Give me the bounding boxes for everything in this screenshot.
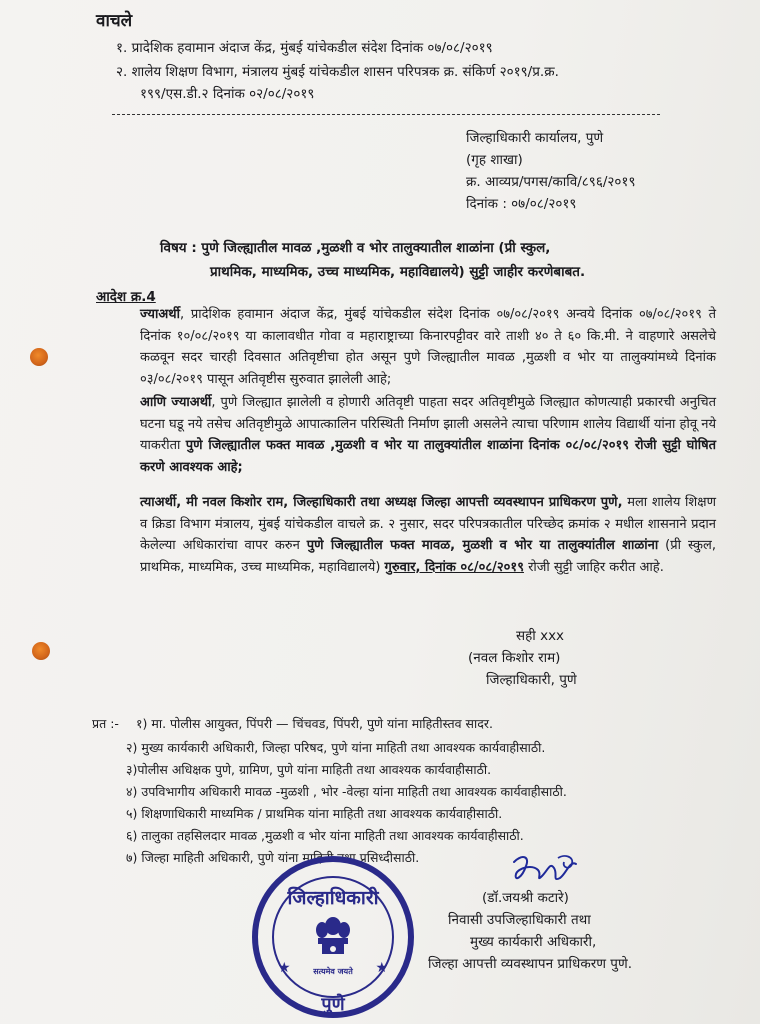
para3-bold-date: गुरुवार, दिनांक ०८/०८/२०१९ (384, 559, 524, 575)
para3-bold-1: पुणे जिल्ह्यातील फक्त मावळ, मुळशी व भोर या तालुक्यांतील शाळांना (306, 538, 659, 553)
office-name: जिल्हाधिकारी कार्यालय, पुणे (466, 130, 604, 146)
handwritten-signature (508, 852, 582, 892)
para3-text-2: (प्री स्कुल, प्राथमिक, माध्यमिक, उच्च माध्यमिक, महाविद्यालये) (140, 538, 716, 575)
seal-star-right-icon: ★ (375, 960, 388, 976)
officer-designation-3: जिल्हा आपत्ती व्यवस्थापन प्राधिकरण पुणे. (428, 956, 633, 972)
subject-line-2: प्राथमिक, माध्यमिक, उच्च माध्यमिक, महाविद्यालये) सुट्टी जाहीर करणेबाबत. (210, 264, 586, 280)
officer-designation-2: मुख्य कार्यकारी अधिकारी, (470, 934, 597, 950)
paragraph-therefore (96, 492, 716, 578)
para3-text: मला शालेय शिक्षण व क्रिडा विभाग मंत्रालय, मुंबई यांचेकडील वाचले क्र. २ नुसार, सदर परिपत्रकातील परिच्छेद क्रमांक २ मधील शासनाने प्रदान केलेल्या अधिकारांचा वापर करुन (140, 495, 716, 553)
para3-lead: त्याअर्थी, मी नवल किशोर राम, जिल्हाधिकारी तथा अध्यक्ष जिल्हा आपत्ती व्यवस्थापन प्राधिकरण पुणे, (140, 495, 623, 510)
seal-motto: सत्यमेव जयते (313, 967, 353, 976)
para3-text-3: रोजी सुट्टी जाहिर करीत आहे. (523, 559, 664, 575)
punch-hole-top (30, 348, 48, 366)
collector-name: (नवल किशोर राम) (468, 650, 561, 666)
copy-item: ६) तालुका तहसिलदार मावळ ,मुळशी व भोर यांना माहिती तथा आवश्यक कार्यवाहीसाठी. (126, 828, 524, 843)
order-date: दिनांक : ०७/०८/२०१९ (466, 196, 577, 212)
para2-text: , पुणे जिल्ह्यात झालेली व होणारी अतिवृष्टी पाहता सदर अतिवृष्टीमुळे जिल्ह्यात कोणत्याही प्रकारची अनुचित घटना घडू नये तसेच अतिवृष्टीमुळे आपात्कालिन परिस्थिती निर्माण झाली असलेने त्याचा परिणाम शालेय विद्यार्थी यांना होवू नये याकरीता (140, 395, 716, 453)
para1-lead: ज्याअर्थी (140, 307, 180, 322)
copy-item: ३)पोलीस अधिक्षक पुणे, ग्रामिण, पुणे यांना माहिती तथा आवश्यक कार्यवाहीसाठी. (126, 762, 492, 777)
reference-2: २. शालेय शिक्षण विभाग, मंत्रालय मुंबई यांचेकडील शासन परिपत्रक क्र. संकिर्ण २०१९/प्र.क्र. (116, 64, 559, 80)
reference-number: क्र. आव्यप्र/पगस/कावि/८९६/२०१९ (466, 174, 636, 190)
national-emblem-icon (312, 914, 354, 962)
read-heading: वाचले (96, 11, 133, 31)
punch-hole-bottom (32, 642, 50, 660)
para2-lead: आणि ज्याअर्थी (140, 395, 212, 410)
copy-label: प्रत :- (92, 716, 119, 731)
order-number: आदेश क्र.4 (96, 289, 156, 305)
paragraph-whereas-2 (96, 392, 716, 478)
separator-line (112, 114, 660, 115)
para2-bold-tail: पुणे जिल्ह्यातील फक्त मावळ ,मुळशी व भोर या तालुक्यांतील शाळांना दिनांक ०८/०८/२०१९ रोजी सुट्टी घोषित करणे आवश्यक आहे; (140, 438, 717, 475)
officer-name: (डॉ.जयश्री कटारे) (482, 890, 569, 906)
subject-line-1: विषय : पुणे जिल्ह्यातील मावळ ,मुळशी व भोर तालुक्यातील शाळांना (प्री स्कुल, (160, 240, 551, 256)
copy-item: ५) शिक्षणाधिकारी माध्यमिक / प्राथमिक यांना माहिती तथा आवश्यक कार्यवाहीसाठी. (126, 806, 503, 821)
paragraph-whereas-1 (96, 304, 716, 390)
collector-designation: जिल्हाधिकारी, पुणे (486, 672, 577, 688)
copy-item: १) मा. पोलीस आयुक्त, पिंपरी — चिंचवड, पिंपरी, पुणे यांना माहितीस्तव सादर. (136, 716, 493, 731)
copy-item: ७) जिल्हा माहिती अधिकारी, पुणे यांना माहिती तथा प्रसिध्दीसाठी. (126, 850, 420, 865)
copy-item: ४) उपविभागीय अधिकारी मावळ -मुळशी , भोर -वेल्हा यांना माहिती तथा आवश्यक कार्यवाहीसाठी. (126, 784, 567, 799)
officer-designation-1: निवासी उपजिल्हाधिकारी तथा (448, 912, 591, 928)
seal-star-left-icon: ★ (278, 960, 291, 976)
reference-2-cont: १९९/एस.डी.२ दिनांक ०२/०८/२०१९ (140, 86, 315, 102)
copy-item: २) मुख्य कार्यकारी अधिकारी, जिल्हा परिषद, पुणे यांना माहिती तथा आवश्यक कार्यवाहीसाठी. (126, 740, 546, 755)
reference-1: १. प्रादेशिक हवामान अंदाज केंद्र, मुंबई यांचेकडील संदेश दिनांक ०७/०८/२०१९ (116, 40, 493, 56)
seal-bottom-text: पुणे (321, 994, 345, 1015)
para1-text: , प्रादेशिक हवामान अंदाज केंद्र, मुंबई यांचेकडील संदेश दिनांक ०७/०८/२०१९ अन्वये दिनांक ०७/०८/२०१९ ते दिनांक १०/०८/२०१९ या कालावधीत गोवा व महाराष्ट्राच्या किनारपट्टीवर वारे ताशी ४० ते ६० कि.मी. ने वाहणारे असलेचे कळवून सदर चारही दिवसात अतिवृष्टीचा होत असून पुणे जिल्ह्यातील मावळ ,मुळशी व भोर या तालुक्यांमध्ये दिनांक ०३/०८/२०१९ पासून अतिवृष्टीस सुरुवात झालेली आहे; (140, 307, 716, 387)
seal-top-text: जिल्हाधिकारी (287, 887, 379, 909)
office-seal (252, 856, 414, 1018)
signed-note: सही xxx (516, 628, 565, 644)
office-branch: (गृह शाखा) (466, 152, 523, 168)
